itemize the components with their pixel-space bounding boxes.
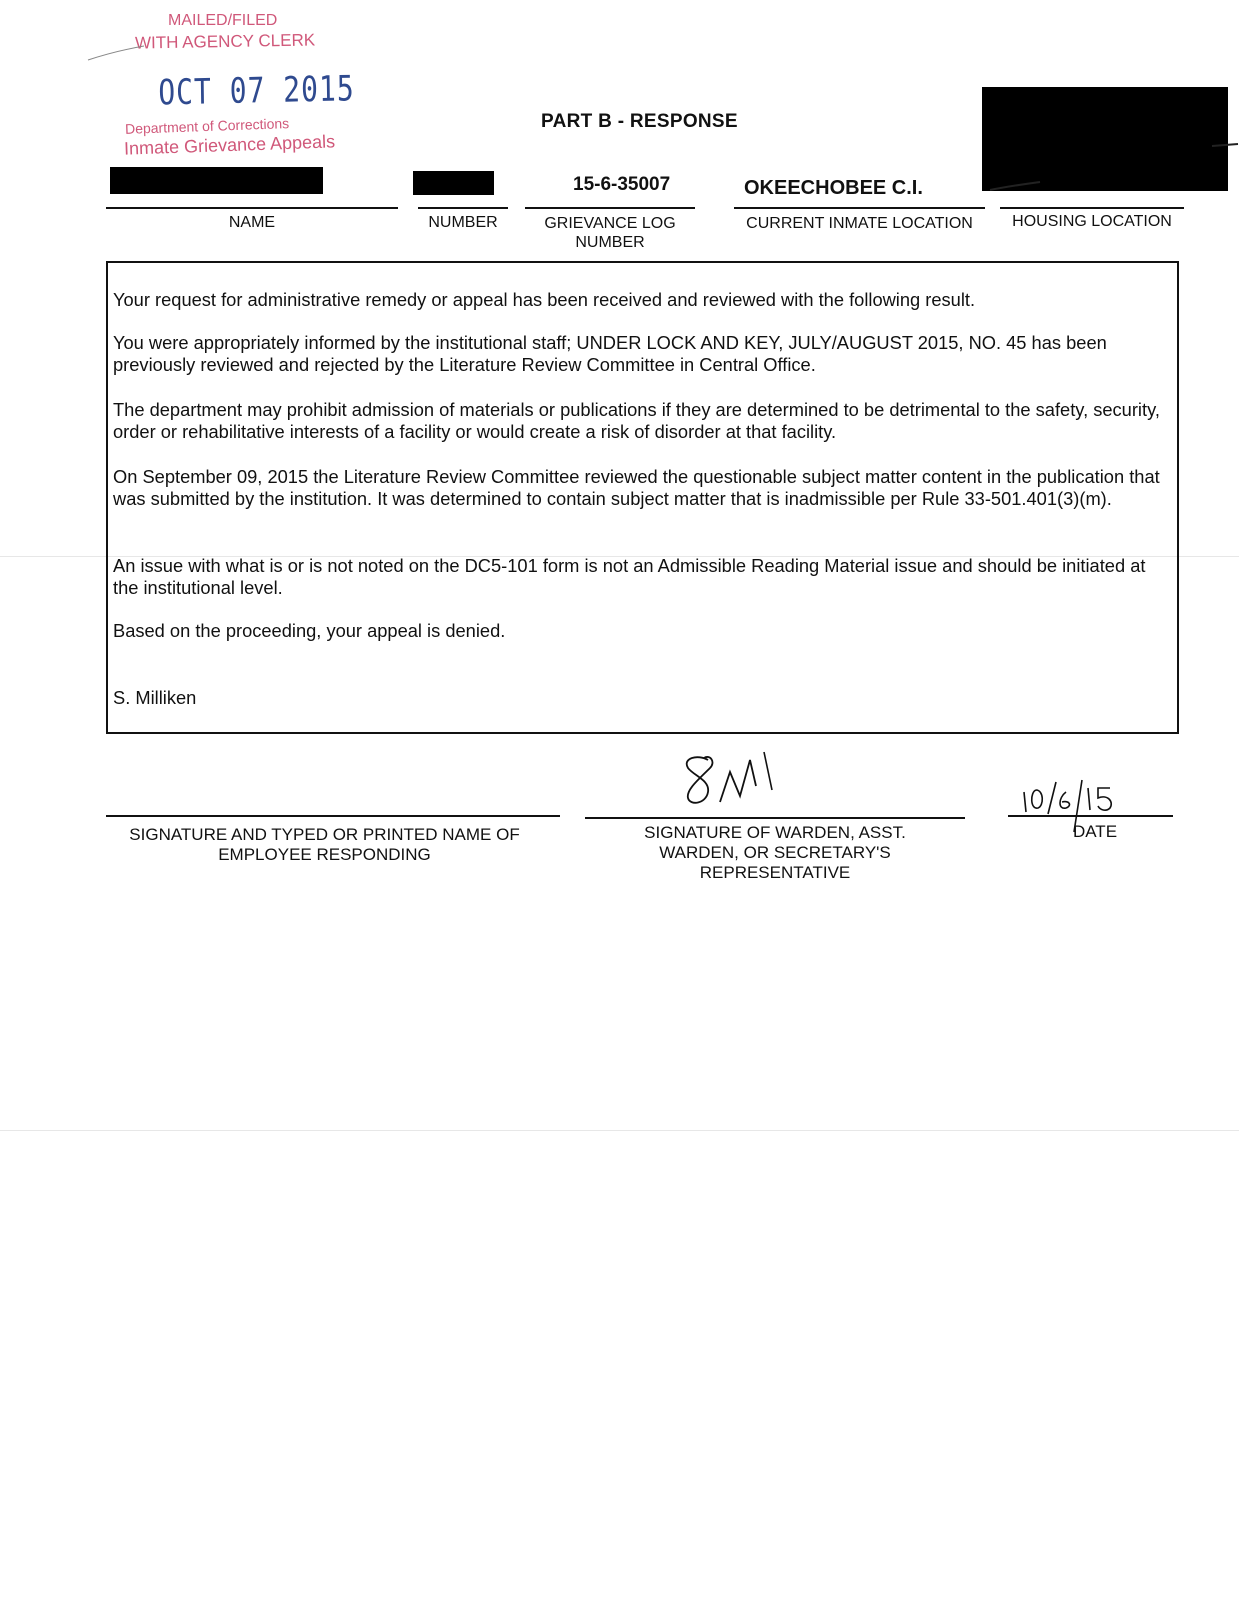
number-underline (418, 207, 508, 209)
number-label: NUMBER (428, 214, 498, 231)
employee-signature-label-line1: SIGNATURE AND TYPED OR PRINTED NAME OF (129, 825, 520, 844)
grievance-log-label-line1: GRIEVANCE LOG (544, 215, 676, 232)
date-line (1008, 815, 1173, 817)
stamp-agency-clerk: WITH AGENCY CLERK (134, 30, 316, 53)
response-paragraph-5: An issue with what is or is not noted on the DC5-101 form is not an Admissible Reading Material issue and should be initiated at the institutional level. (113, 555, 1146, 598)
inmate-location-underline (734, 207, 985, 209)
response-paragraph-6: Based on the proceeding, your appeal is denied. (113, 620, 506, 641)
current-inmate-location-value: OKEECHOBEE C.I. (744, 177, 923, 199)
grievance-log-underline (525, 207, 695, 209)
pen-mark (980, 128, 1239, 198)
housing-location-label: HOUSING LOCATION (1012, 213, 1172, 230)
response-paragraph-4: On September 09, 2015 the Literature Review Committee reviewed the questionable subject matter content in the publication that was submitted by the institution. It was determined to contain subject matter that is inadmissible per Rule 33-501.401(3)(m). (113, 466, 1160, 509)
responder-name: S. Milliken (113, 687, 197, 708)
stamp-grievance-appeals: Inmate Grievance Appeals (123, 131, 336, 159)
employee-signature-line (106, 815, 560, 817)
warden-signature-label-line3: REPRESENTATIVE (699, 863, 851, 882)
response-box (106, 261, 1179, 734)
grievance-log-label-line2: NUMBER (575, 234, 645, 251)
redacted-name (110, 167, 323, 194)
employee-signature-label (106, 825, 543, 865)
stamp-slash-mark (86, 42, 146, 64)
warden-signature-initials (680, 750, 790, 812)
grievance-log-number-value: 15-6-35007 (573, 174, 671, 195)
inmate-location-label: CURRENT INMATE LOCATION (746, 215, 973, 232)
warden-signature-line (585, 817, 965, 819)
date-label: DATE (1072, 822, 1118, 841)
scan-fold-line (0, 1130, 1239, 1131)
name-underline (106, 207, 398, 209)
response-paragraph-2: You were appropriately informed by the institutional staff; UNDER LOCK AND KEY, JULY/AUGUST 2015, NO. 45 has been previously reviewed and rejected by the Literature Review Committee in Central Office. (113, 332, 1107, 375)
response-paragraph-1: Your request for administrative remedy or appeal has been received and reviewed with the following result. (113, 289, 976, 310)
stamp-mailed-filed: MAILED/FILED (168, 12, 278, 29)
warden-signature-label-line1: SIGNATURE OF WARDEN, ASST. (644, 823, 906, 842)
employee-signature-label-line2: EMPLOYEE RESPONDING (218, 845, 431, 864)
name-label: NAME (228, 214, 276, 231)
redacted-number (413, 171, 494, 195)
response-paragraph-3: The department may prohibit admission of materials or publications if they are determined to be detrimental to the safety, security, order or rehabilitative interests of a facility or would create a risk of disorder at that facility. (113, 399, 1160, 442)
warden-signature-label (610, 823, 940, 883)
stamp-date: OCT 07 2015 (158, 67, 355, 114)
stamp-department: Department of Corrections (124, 115, 290, 137)
warden-signature-label-line2: WARDEN, OR SECRETARY'S (659, 843, 891, 862)
page-title: PART B - RESPONSE (541, 111, 738, 132)
housing-location-underline (1000, 207, 1184, 209)
grievance-log-label (525, 214, 695, 252)
